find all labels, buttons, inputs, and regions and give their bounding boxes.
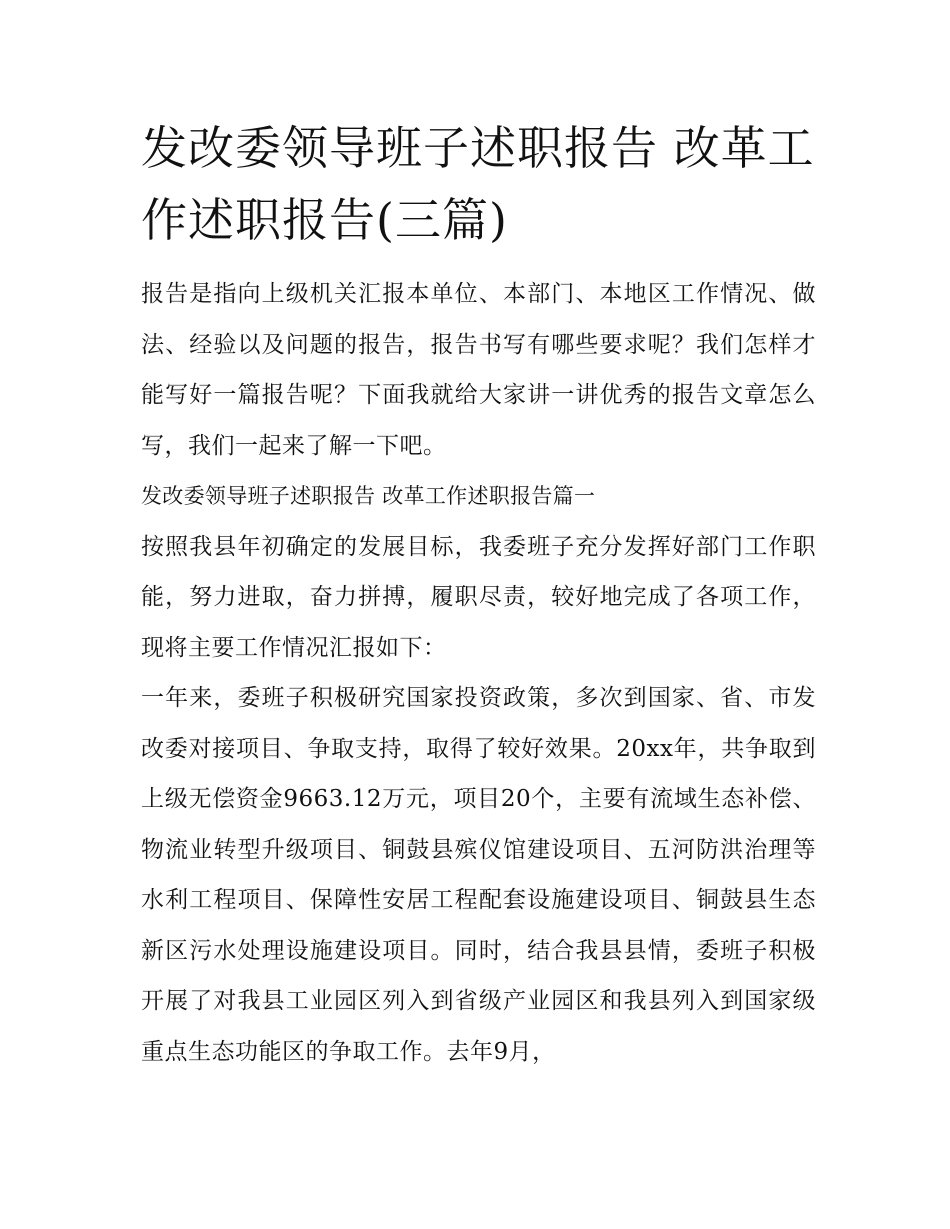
document-title: 发改委领导班子述职报告 改革工作述职报告(三篇) xyxy=(141,121,815,247)
intro-paragraph: 报告是指向上级机关汇报本单位、本部门、本地区工作情况、做法、经验以及问题的报告，报告书写有哪些要求呢？我们怎样才能写好一篇报告呢？下面我就给大家讲一讲优秀的报告文章怎么写，我们一起来了解一下吧。 xyxy=(141,281,816,459)
section-heading: 发改委领导班子述职报告 改革工作述职报告篇一 xyxy=(141,484,596,508)
document-body xyxy=(141,112,816,1077)
body-paragraph-1: 按照我县年初确定的发展目标，我委班子充分发挥好部门工作职能，努力进取，奋力拼搏，履职尽责，较好地完成了各项工作，现将主要工作情况汇报如下： xyxy=(141,533,816,661)
body-paragraph-2: 一年来，委班子积极研究国家投资政策，多次到国家、省、市发改委对接项目、争取支持，取得了较好效果。20xx年，共争取到上级无偿资金9663.12万元，项目20个，主要有流域生态补偿、物流业转型升级项目、铜鼓县殡仪馆建设项目、五河防洪治理等水利工程项目、保障性安居工程配套设施建设项目、铜鼓县生态新区污水处理设施建设项目。同时，结合我县县情，委班子积极开展了对我县工业园区列入到省级产业园区和我县列入到国家级重点生态功能区的争取工作。去年9月， xyxy=(141,685,816,1065)
